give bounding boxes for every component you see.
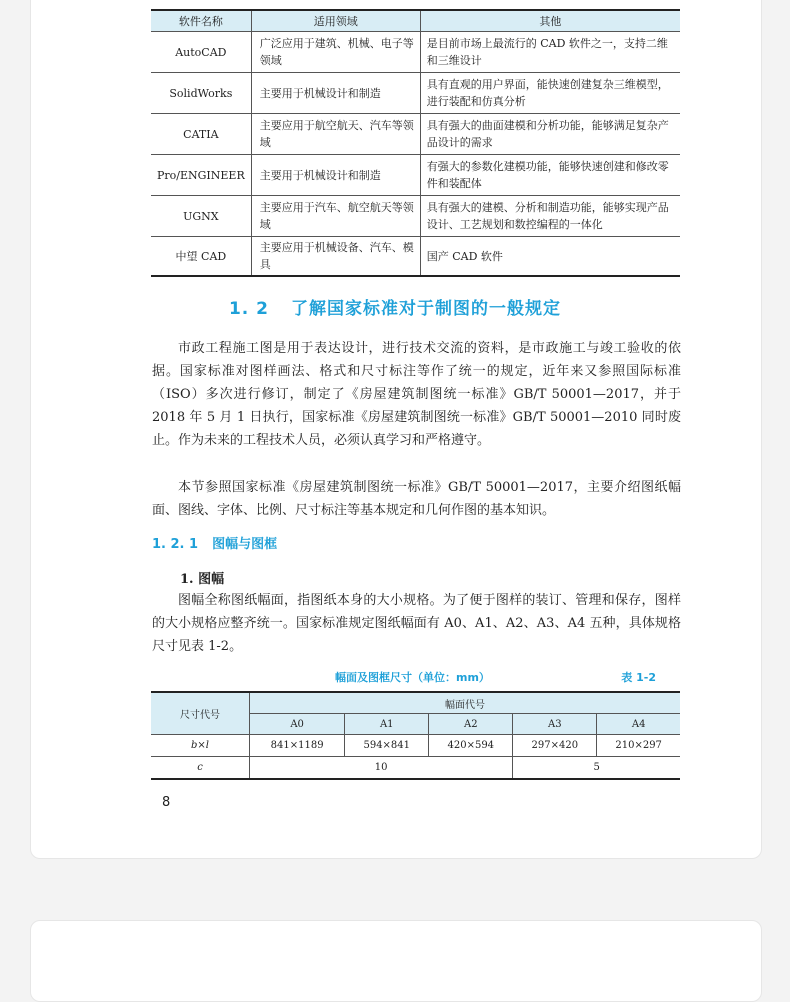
software-other-cell: 国产 CAD 软件 — [420, 237, 680, 277]
software-name-cell: SolidWorks — [151, 73, 251, 114]
section-title: 了解国家标准对于制图的一般规定 — [291, 299, 562, 319]
software-name-cell: AutoCAD — [151, 32, 251, 73]
paragraph: 市政工程施工图是用于表达设计，进行技术交流的资料，是市政施工与竣工验收的依据。国家标准对图样画法、格式和尺寸标注等作了统一的规定，近年来又参照国际标准（ISO）多次进行修订，制定了《房屋建筑制图统一标准》GB/T 50001—2017，并于 2018 年 5 月 1 日执行，国家标准《房屋建筑制图统一标准》GB/T 50001—2010 同时废止。作为未来的工程技术人员，必须认真学习和严格遵守。 — [152, 341, 681, 448]
row-label-cell: b×l — [151, 735, 250, 757]
size-cell: 297×420 — [513, 735, 597, 757]
table-header-row — [151, 692, 680, 714]
software-name-cell: UGNX — [151, 196, 251, 237]
dimension-code-header: 尺寸代号 — [151, 692, 250, 735]
page-number: 8 — [162, 795, 171, 810]
sheet-code-cell: A2 — [429, 714, 513, 735]
sheet-code-header: 幅面代号 — [250, 692, 681, 714]
table-row — [151, 757, 680, 780]
section-number: 1. 2 — [228, 299, 270, 319]
table-row — [151, 196, 680, 237]
software-other-cell: 有强大的参数化建模功能，能够快速创建和修改零件和装配体 — [420, 155, 680, 196]
column-header-other: 其他 — [420, 10, 680, 32]
paragraph-block — [152, 476, 681, 522]
size-cell: 594×841 — [345, 735, 429, 757]
software-field-cell: 主要应用于机械设备、汽车、模具 — [251, 237, 420, 277]
software-other-cell: 具有强大的曲面建模和分析功能，能够满足复杂产品设计的需求 — [420, 114, 680, 155]
column-header-name: 软件名称 — [151, 10, 251, 32]
section-heading — [0, 294, 790, 319]
subsection-title: 图幅与图框 — [212, 537, 278, 552]
table-row — [151, 114, 680, 155]
paragraph: 图幅全称图纸幅面，指图纸本身的大小规格。为了便于图样的装订、管理和保存，图样的大小规格应整齐统一。国家标准规定图纸幅面有 A0、A1、A2、A3、A4 五种，具体规格尺寸见表 1-2。 — [152, 593, 681, 654]
table-row — [151, 32, 680, 73]
table-row — [151, 237, 680, 277]
table-caption-number: 表 1-2 — [621, 671, 656, 684]
software-field-cell: 主要应用于汽车、航空航天等领域 — [251, 196, 420, 237]
size-cell: 210×297 — [597, 735, 680, 757]
row-label-cell: c — [151, 757, 250, 780]
software-field-cell: 广泛应用于建筑、机械、电子等领域 — [251, 32, 420, 73]
software-field-cell: 主要应用于航空航天、汽车等领域 — [251, 114, 420, 155]
table-row — [151, 73, 680, 114]
paragraph: 本节参照国家标准《房屋建筑制图统一标准》GB/T 50001—2017，主要介绍图纸幅面、图线、字体、比例、尺寸标注等基本规定和几何作图的基本知识。 — [152, 480, 681, 518]
sheet-code-cell: A1 — [345, 714, 429, 735]
table-caption-title: 幅面及图框尺寸（单位：mm） — [335, 671, 490, 684]
size-cell: 841×1189 — [250, 735, 345, 757]
size-cell: 10 — [250, 757, 513, 780]
size-cell: 5 — [513, 757, 680, 780]
size-cell: 420×594 — [429, 735, 513, 757]
table-row — [151, 735, 680, 757]
subsection-number: 1. 2. 1 — [152, 537, 199, 552]
size-table — [151, 691, 680, 780]
table-header-row — [151, 10, 680, 32]
software-other-cell: 具有强大的建模、分析和制造功能，能够实现产品设计、工艺规划和数控编程的一体化 — [420, 196, 680, 237]
software-other-cell: 是目前市场上最流行的 CAD 软件之一，支持二维和三维设计 — [420, 32, 680, 73]
software-name-cell: 中望 CAD — [151, 237, 251, 277]
sheet-code-cell: A4 — [597, 714, 680, 735]
software-table — [151, 9, 680, 277]
table-row — [151, 155, 680, 196]
software-name-cell: Pro/ENGINEER — [151, 155, 251, 196]
software-name-cell: CATIA — [151, 114, 251, 155]
software-field-cell: 主要用于机械设计和制造 — [251, 73, 420, 114]
item-heading: 1. 图幅 — [180, 572, 225, 587]
subsection-heading — [152, 533, 277, 552]
paragraph-block — [152, 337, 681, 452]
sheet-code-cell: A3 — [513, 714, 597, 735]
next-document-page — [30, 920, 762, 1002]
paragraph-block — [152, 589, 681, 658]
software-field-cell: 主要用于机械设计和制造 — [251, 155, 420, 196]
sheet-code-cell: A0 — [250, 714, 345, 735]
column-header-field: 适用领域 — [251, 10, 420, 32]
software-other-cell: 具有直观的用户界面，能快速创建复杂三维模型，进行装配和仿真分析 — [420, 73, 680, 114]
